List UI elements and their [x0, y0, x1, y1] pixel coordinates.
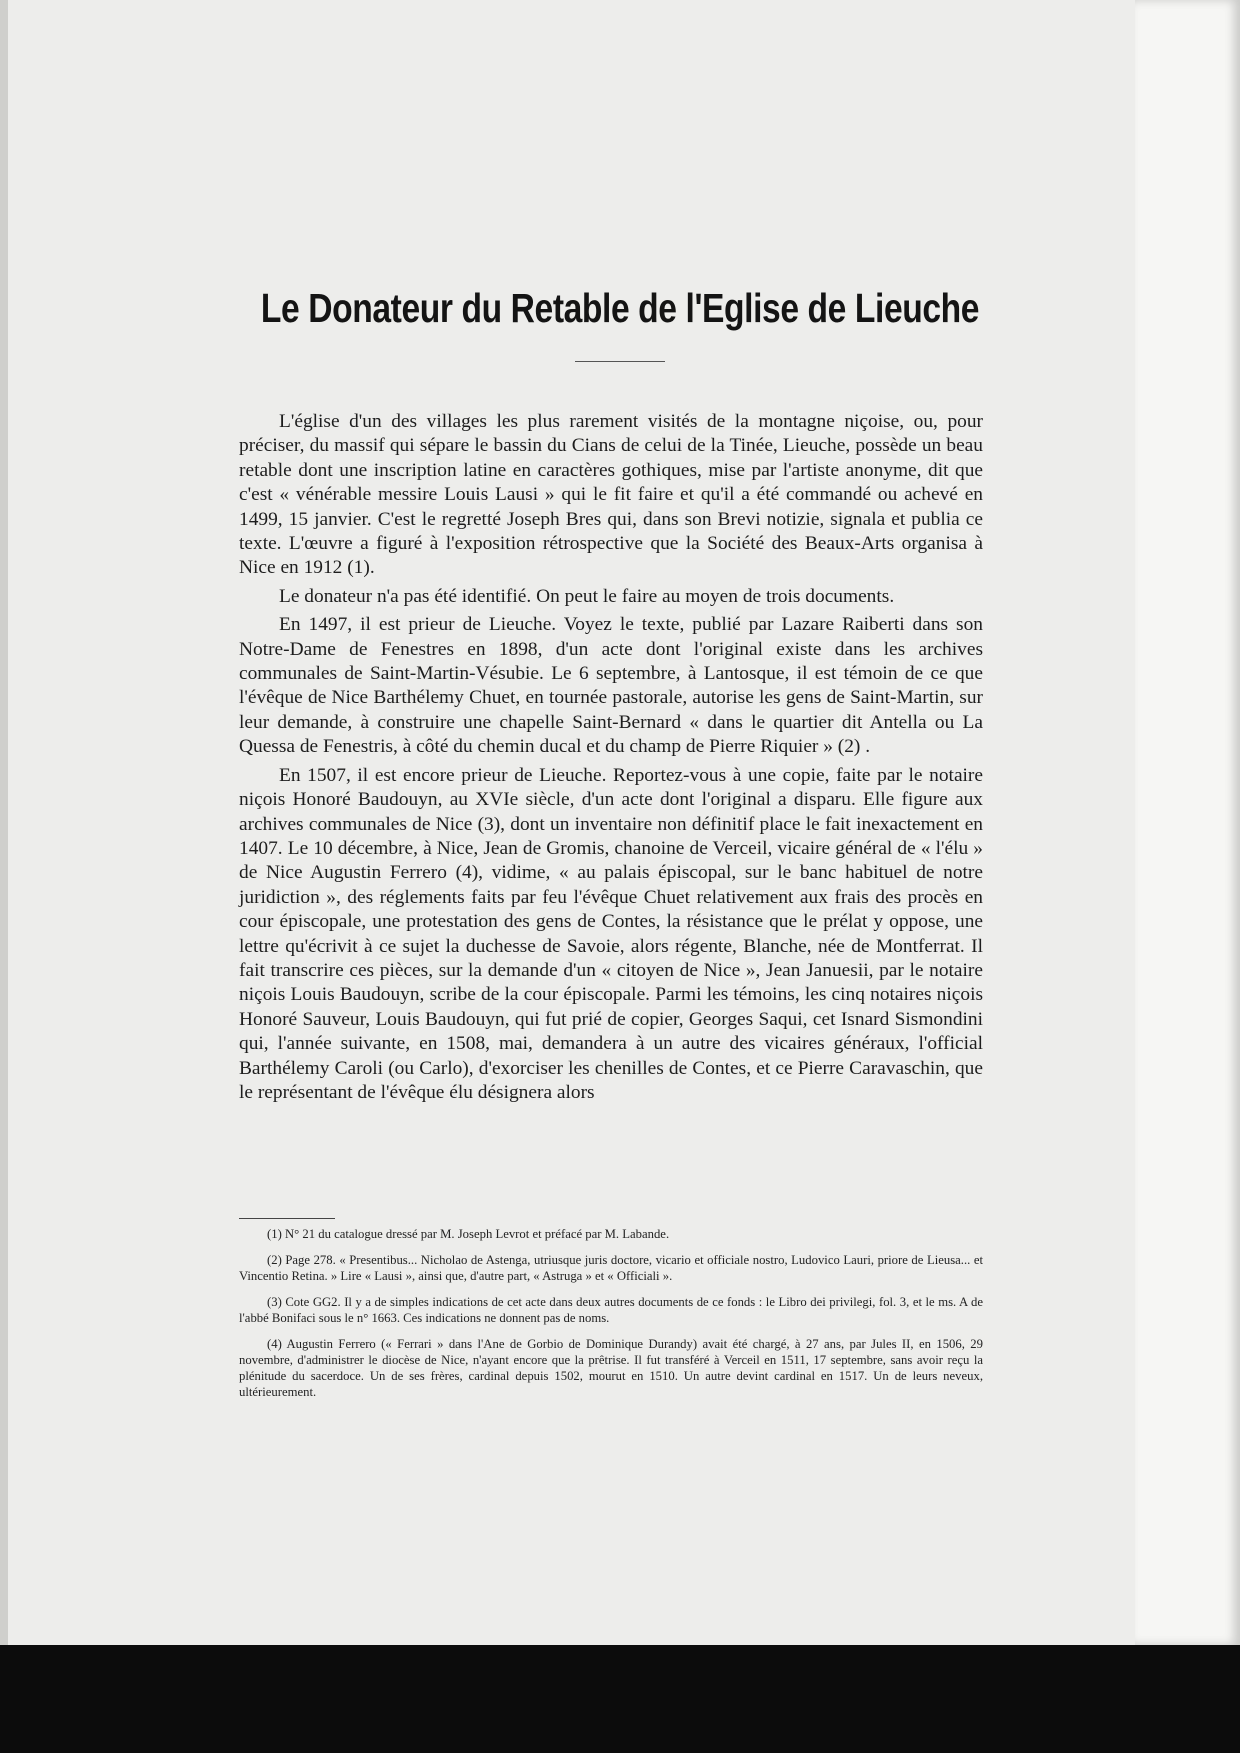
scan-border	[0, 1645, 1240, 1753]
page-binding-edge	[0, 0, 8, 1645]
paragraph-1: L'église d'un des villages les plus rarement visités de la montagne niçoise, ou, pour préciser, du massif qui sépare le bassin du Cians de celui de la Tinée, Lieuche, possède un beau retable dont une inscription latine en caractères gothiques, mise par l'artiste anonyme, dit que c'est « vénérable messire Louis Lausi » qui le fit faire et qu'il a été commandé ou achevé en 1499, 15 janvier. C'est le regretté Joseph Bres qui, dans son Brevi notizie, signala et publia ce texte. L'œuvre a figuré à l'exposition rétrospective que la Société des Beaux-Arts organisa à Nice en 1912 (1).	[239, 411, 983, 579]
paragraph-3: En 1497, il est prieur de Lieuche. Voyez le texte, publié par Lazare Raiberti dans son Notre-Dame de Fenestres en 1898, d'un acte dont l'original existe dans les archives communales de Saint-Martin-Vésubie. Le 6 septembre, à Lantosque, il est témoin de ce que l'évêque de Nice Barthélemy Chuet, en tournée pastorale, autorise les gens de Saint-Martin, sur leur demande, à construire une chapelle Saint-Bernard « dans le quartier dit Antella ou La Quessa de Fenestris, à côté du chemin ducal et du champ de Pierre Riquier » (2) .	[239, 614, 983, 758]
footnote-4: (4) Augustin Ferrero (« Ferrari » dans l'Ane de Gorbio de Dominique Durandy) avait été chargé, à 27 ans, par Jules II, en 1506, 29 novembre, d'administrer le diocèse de Nice, n'ayant encore que la prêtrise. Il fut transféré à Verceil en 1511, 17 septembre, sans avoir reçu la plénitude du sacerdoce. Un de ses frères, cardinal depuis 1502, mourut en 1510. Un autre devint cardinal en 1517. Un de leurs neveux, ultérieurement.	[239, 1337, 983, 1399]
article-body	[239, 410, 983, 1109]
footnotes	[239, 1226, 983, 1410]
footnote-separator	[239, 1218, 335, 1219]
paragraph-2: Le donateur n'a pas été identifié. On peut le faire au moyen de trois documents.	[279, 585, 895, 607]
paragraph-4: En 1507, il est encore prieur de Lieuche. Reportez-vous à une copie, faite par le notaire niçois Honoré Baudouyn, au XVIe siècle, d'un acte dont l'original a disparu. Elle figure aux archives communales de Nice (3), dont un inventaire non définitif place le fait inexactement en 1407. Le 10 décembre, à Nice, Jean de Gromis, chanoine de Verceil, vicaire général de « l'élu » de Nice Augustin Ferrero (4), vidime, « au palais épiscopal, sur le banc habituel de notre juridiction », des réglements faits par feu l'évêque Chuet relativement aux frais des procès en cour épiscopale, une protestation des gens de Contes, la résistance que le prélat y oppose, une lettre qu'écrivit à ce sujet la duchesse de Savoie, alors régente, Blanche, née de Montferrat. Il fait transcrire ces pièces, sur la demande d'un « citoyen de Nice », Jean Januesii, par le notaire niçois Louis Baudouyn, scribe de la cour épiscopale. Parmi les témoins, les cinq notaires niçois Honoré Sauveur, Louis Baudouyn, qui fut prié de copier, Georges Saqui, cet Isnard Sismondini qui, l'année suivante, en 1508, mai, demandera à un autre des vicaires généraux, l'official Barthélemy Caroli (ou Carlo), d'exorciser les chenilles de Contes, et ce Pierre Caravaschin, que le représentant de l'évêque élu désignera alors	[239, 764, 983, 1103]
footnote-1: (1) N° 21 du catalogue dressé par M. Joseph Levrot et préfacé par M. Labande.	[267, 1227, 670, 1241]
footnote-3: (3) Cote GG2. Il y a de simples indications de cet acte dans deux autres documents de ce fonds : le Libro dei privilegi, fol. 3, et le ms. A de l'abbé Bonifaci sous le n° 1663. Ces indications ne donnent pas de noms.	[239, 1295, 983, 1325]
facing-page-edge	[1135, 0, 1240, 1645]
article-title: Le Donateur du Retable de l'Eglise de Lieuche	[260, 285, 980, 331]
title-underline	[575, 361, 665, 362]
footnote-2: (2) Page 278. « Presentibus... Nicholao de Astenga, utriusque juris doctore, vicario et officiale nostro, Ludovico Lauri, priore de Lieusa... et Vincentio Retina. » Lire « Lausi », ainsi que, d'autre part, « Astruga » et « Officiali ».	[239, 1253, 983, 1283]
